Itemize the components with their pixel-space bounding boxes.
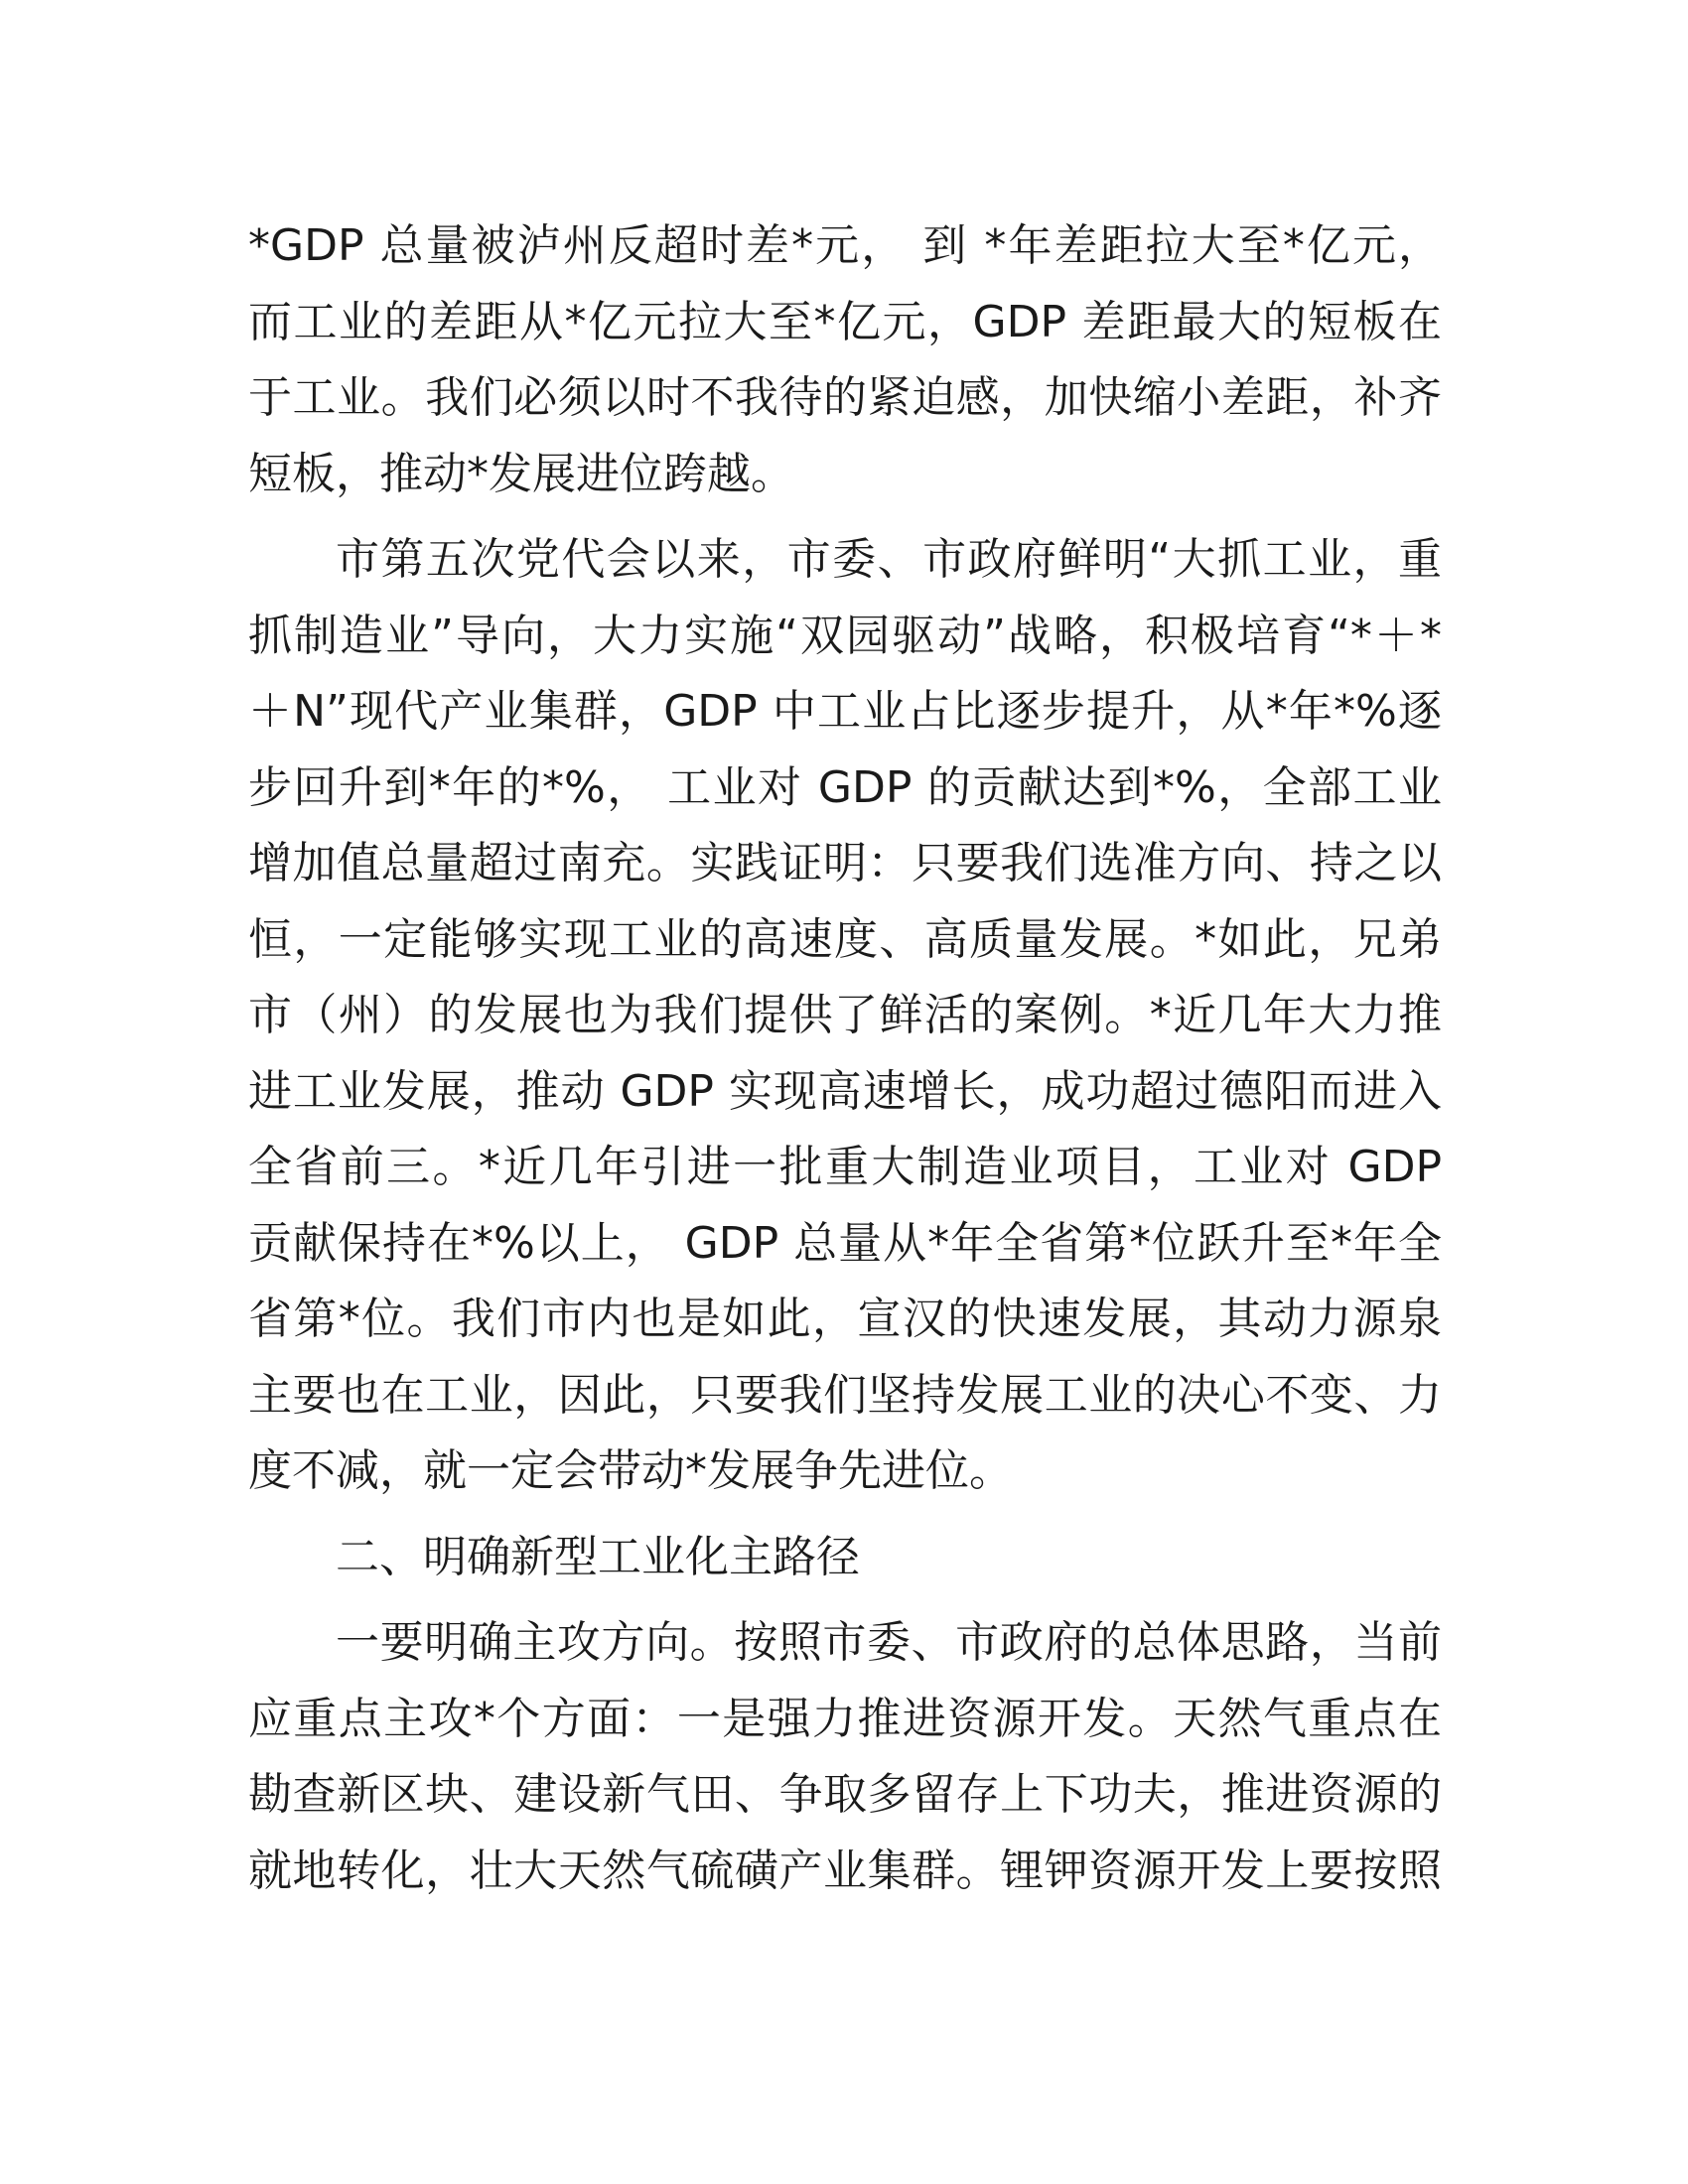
text-line: 主要也在工业，因此，只要我们坚持发展工业的决心不变、力 [248, 1369, 1442, 1421]
document-body [248, 208, 1442, 1909]
heading-text: 二、明确新型工业化主路径 [336, 1531, 860, 1582]
text-line: 抓制造业”导向，大力实施“双园驱动”战略，积极培育“*＋* [248, 610, 1442, 661]
text-line: 勘查新区块、建设新气田、争取多留存上下功夫，推进资源的 [248, 1769, 1442, 1820]
text-line: 度不减，就一定会带动*发展争先进位。 [248, 1445, 1013, 1496]
text-line: 应重点主攻*个方面：一是强力推进资源开发。天然气重点在 [248, 1693, 1442, 1744]
text-line: 步回升到*年的*%， 工业对 GDP 的贡献达到*%，全部工业 [248, 761, 1442, 813]
text-line: 恒，一定能够实现工业的高速度、高质量发展。*如此，兄弟 [248, 913, 1442, 965]
text-line: 短板，推动*发展进位跨越。 [248, 448, 794, 499]
text-line: 市第五次党代会以来，市委、市政府鲜明“大抓工业，重 [336, 534, 1442, 585]
text-line: 省第*位。我们市内也是如此，宣汉的快速发展，其动力源泉 [248, 1294, 1442, 1344]
text-line: 进工业发展，推动 GDP 实现高速增长，成功超过德阳而进入 [248, 1065, 1442, 1117]
text-line: 全省前三。*近几年引进一批重大制造业项目，工业对 GDP [248, 1142, 1442, 1192]
text-line: 市（州）的发展也为我们提供了鲜活的案例。*近几年大力推 [248, 990, 1442, 1040]
paragraph-3 [248, 1605, 1442, 1909]
text-line: 一要明确主攻方向。按照市委、市政府的总体思路，当前 [336, 1617, 1442, 1668]
text-line: 于工业。我们必须以时不我待的紧迫感，加快缩小差距，补齐 [248, 372, 1442, 423]
text-line: 就地转化，壮大天然气硫磺产业集群。锂钾资源开发上要按照 [248, 1844, 1442, 1896]
text-line: 而工业的差距从*亿元拉大至*亿元，GDP 差距最大的短板在 [248, 296, 1442, 347]
text-line: *GDP 总量被泸州反超时差*元， 到 *年差距拉大至*亿元， [248, 220, 1442, 271]
text-line: ＋N”现代产业集群，GDP 中工业占比逐步提升，从*年*%逐 [248, 686, 1442, 737]
paragraph-1 [248, 208, 1442, 512]
text-line: 贡献保持在*%以上， GDP 总量从*年全省第*位跃升至*年全 [248, 1217, 1442, 1269]
paragraph-2 [248, 522, 1442, 1510]
section-heading [248, 1520, 1442, 1596]
text-line: 增加值总量超过南充。实践证明：只要我们选准方向、持之以 [248, 838, 1442, 888]
